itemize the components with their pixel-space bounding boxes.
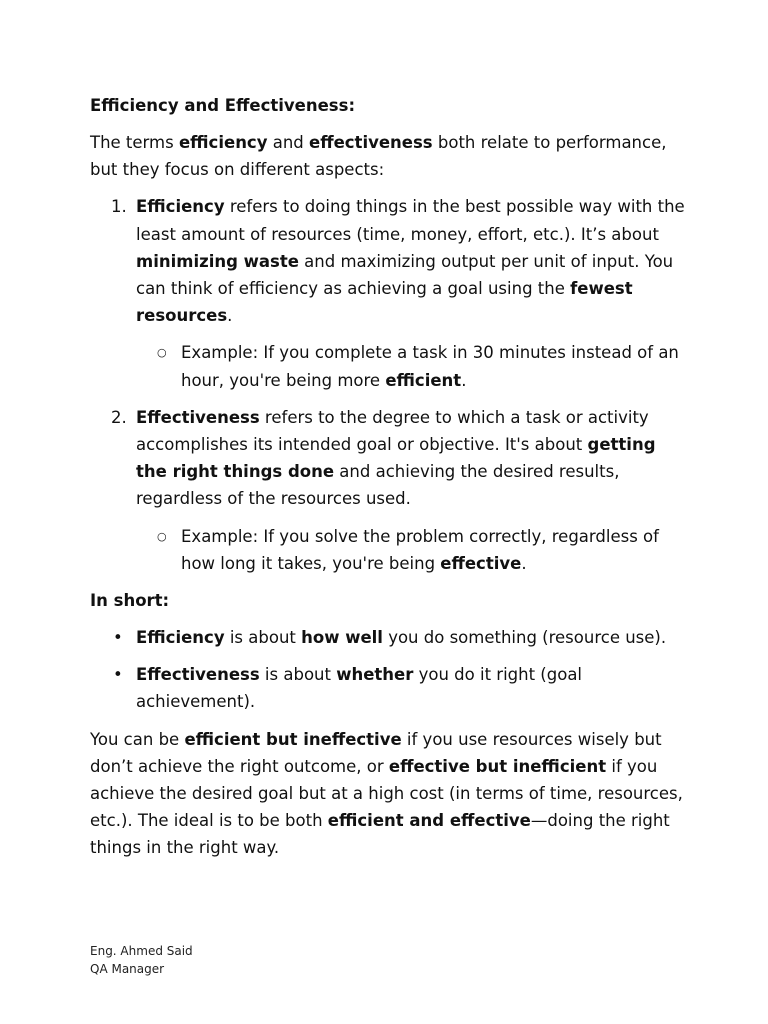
conclusion-text: —doing the right things in the right way. [90,811,670,858]
definition-text: refers to doing things in the best possible way with the least amount of resources (time, money, effort, etc.). It’s about [136,197,685,244]
example-bold: efficient [385,370,462,390]
summary-term: Efficiency [136,628,225,648]
document-body [90,92,690,872]
key-phrase: minimizing waste [136,251,299,271]
example-effectiveness [90,523,690,577]
intro-bold-effectiveness: effectiveness [309,133,433,152]
summary-term: Effectiveness [136,665,260,685]
circle-bullet-icon: ○ [157,346,167,360]
conclusion-bold: efficient and effective [327,811,531,831]
summary-text: is about [224,628,302,648]
page-footer [90,942,193,978]
example-text: Example: If you solve the problem correctly, regardless of how long it takes, you're being [181,526,659,573]
in-short-heading: In short: [90,591,170,611]
term-effectiveness: Effectiveness [136,407,260,427]
document-title: Efficiency and Effectiveness: [90,96,356,115]
conclusion-paragraph [90,726,690,862]
definition-text: . [227,306,233,326]
summary-item-effectiveness [90,661,690,715]
conclusion-text: You can be [90,729,185,749]
example-text: . [461,370,467,390]
list-number: 1. [111,197,127,217]
definition-text: refers to the degree to which a task or activity accomplishes its intended goal or objective. It's about [136,407,649,455]
author-role: QA Manager [90,962,165,976]
conclusion-bold: efficient but ineffective [184,729,402,749]
summary-key: how well [301,628,383,648]
term-efficiency: Efficiency [136,197,225,217]
key-phrase: getting the right things done [136,435,656,482]
conclusion-text: if you use resources wisely but don’t achieve the right outcome, or [90,729,662,776]
intro-text-1: The terms [90,133,179,152]
summary-text: you do it right (goal achievement). [136,665,583,712]
intro-bold-efficiency: efficiency [178,133,268,152]
definition-text: and maximizing output per unit of input. You can think of efficiency as achieving a goal using the [136,251,674,299]
summary-text: is about [259,665,337,685]
bullet-icon: • [113,628,123,648]
circle-bullet-icon: ○ [157,529,167,543]
conclusion-bold: effective but inefficient [388,756,607,776]
example-text: Example: If you complete a task in 30 minutes instead of an hour, you're being more [181,343,679,390]
summary-key: whether [336,665,414,685]
conclusion-text: if you achieve the desired goal but at a high cost (in terms of time, resources, etc.). The ideal is to be both [90,756,683,831]
author-name: Eng. Ahmed Said [90,944,193,958]
summary-item-efficiency [90,624,690,651]
example-efficiency [90,339,690,393]
intro-text-3: both relate to performance, but they focus on different aspects: [90,133,667,180]
bullet-icon: • [113,665,123,685]
intro-paragraph [90,129,690,183]
example-bold: effective [440,553,522,573]
key-phrase: fewest resources [136,279,633,326]
example-text: . [521,553,527,573]
definition-text: and achieving the desired results, regardless of the resources used. [136,462,620,509]
intro-text-2: and [267,133,310,152]
list-item-effectiveness [90,404,690,513]
list-number: 2. [111,407,127,427]
summary-text: you do something (resource use). [382,628,667,648]
list-item-efficiency [90,193,690,329]
